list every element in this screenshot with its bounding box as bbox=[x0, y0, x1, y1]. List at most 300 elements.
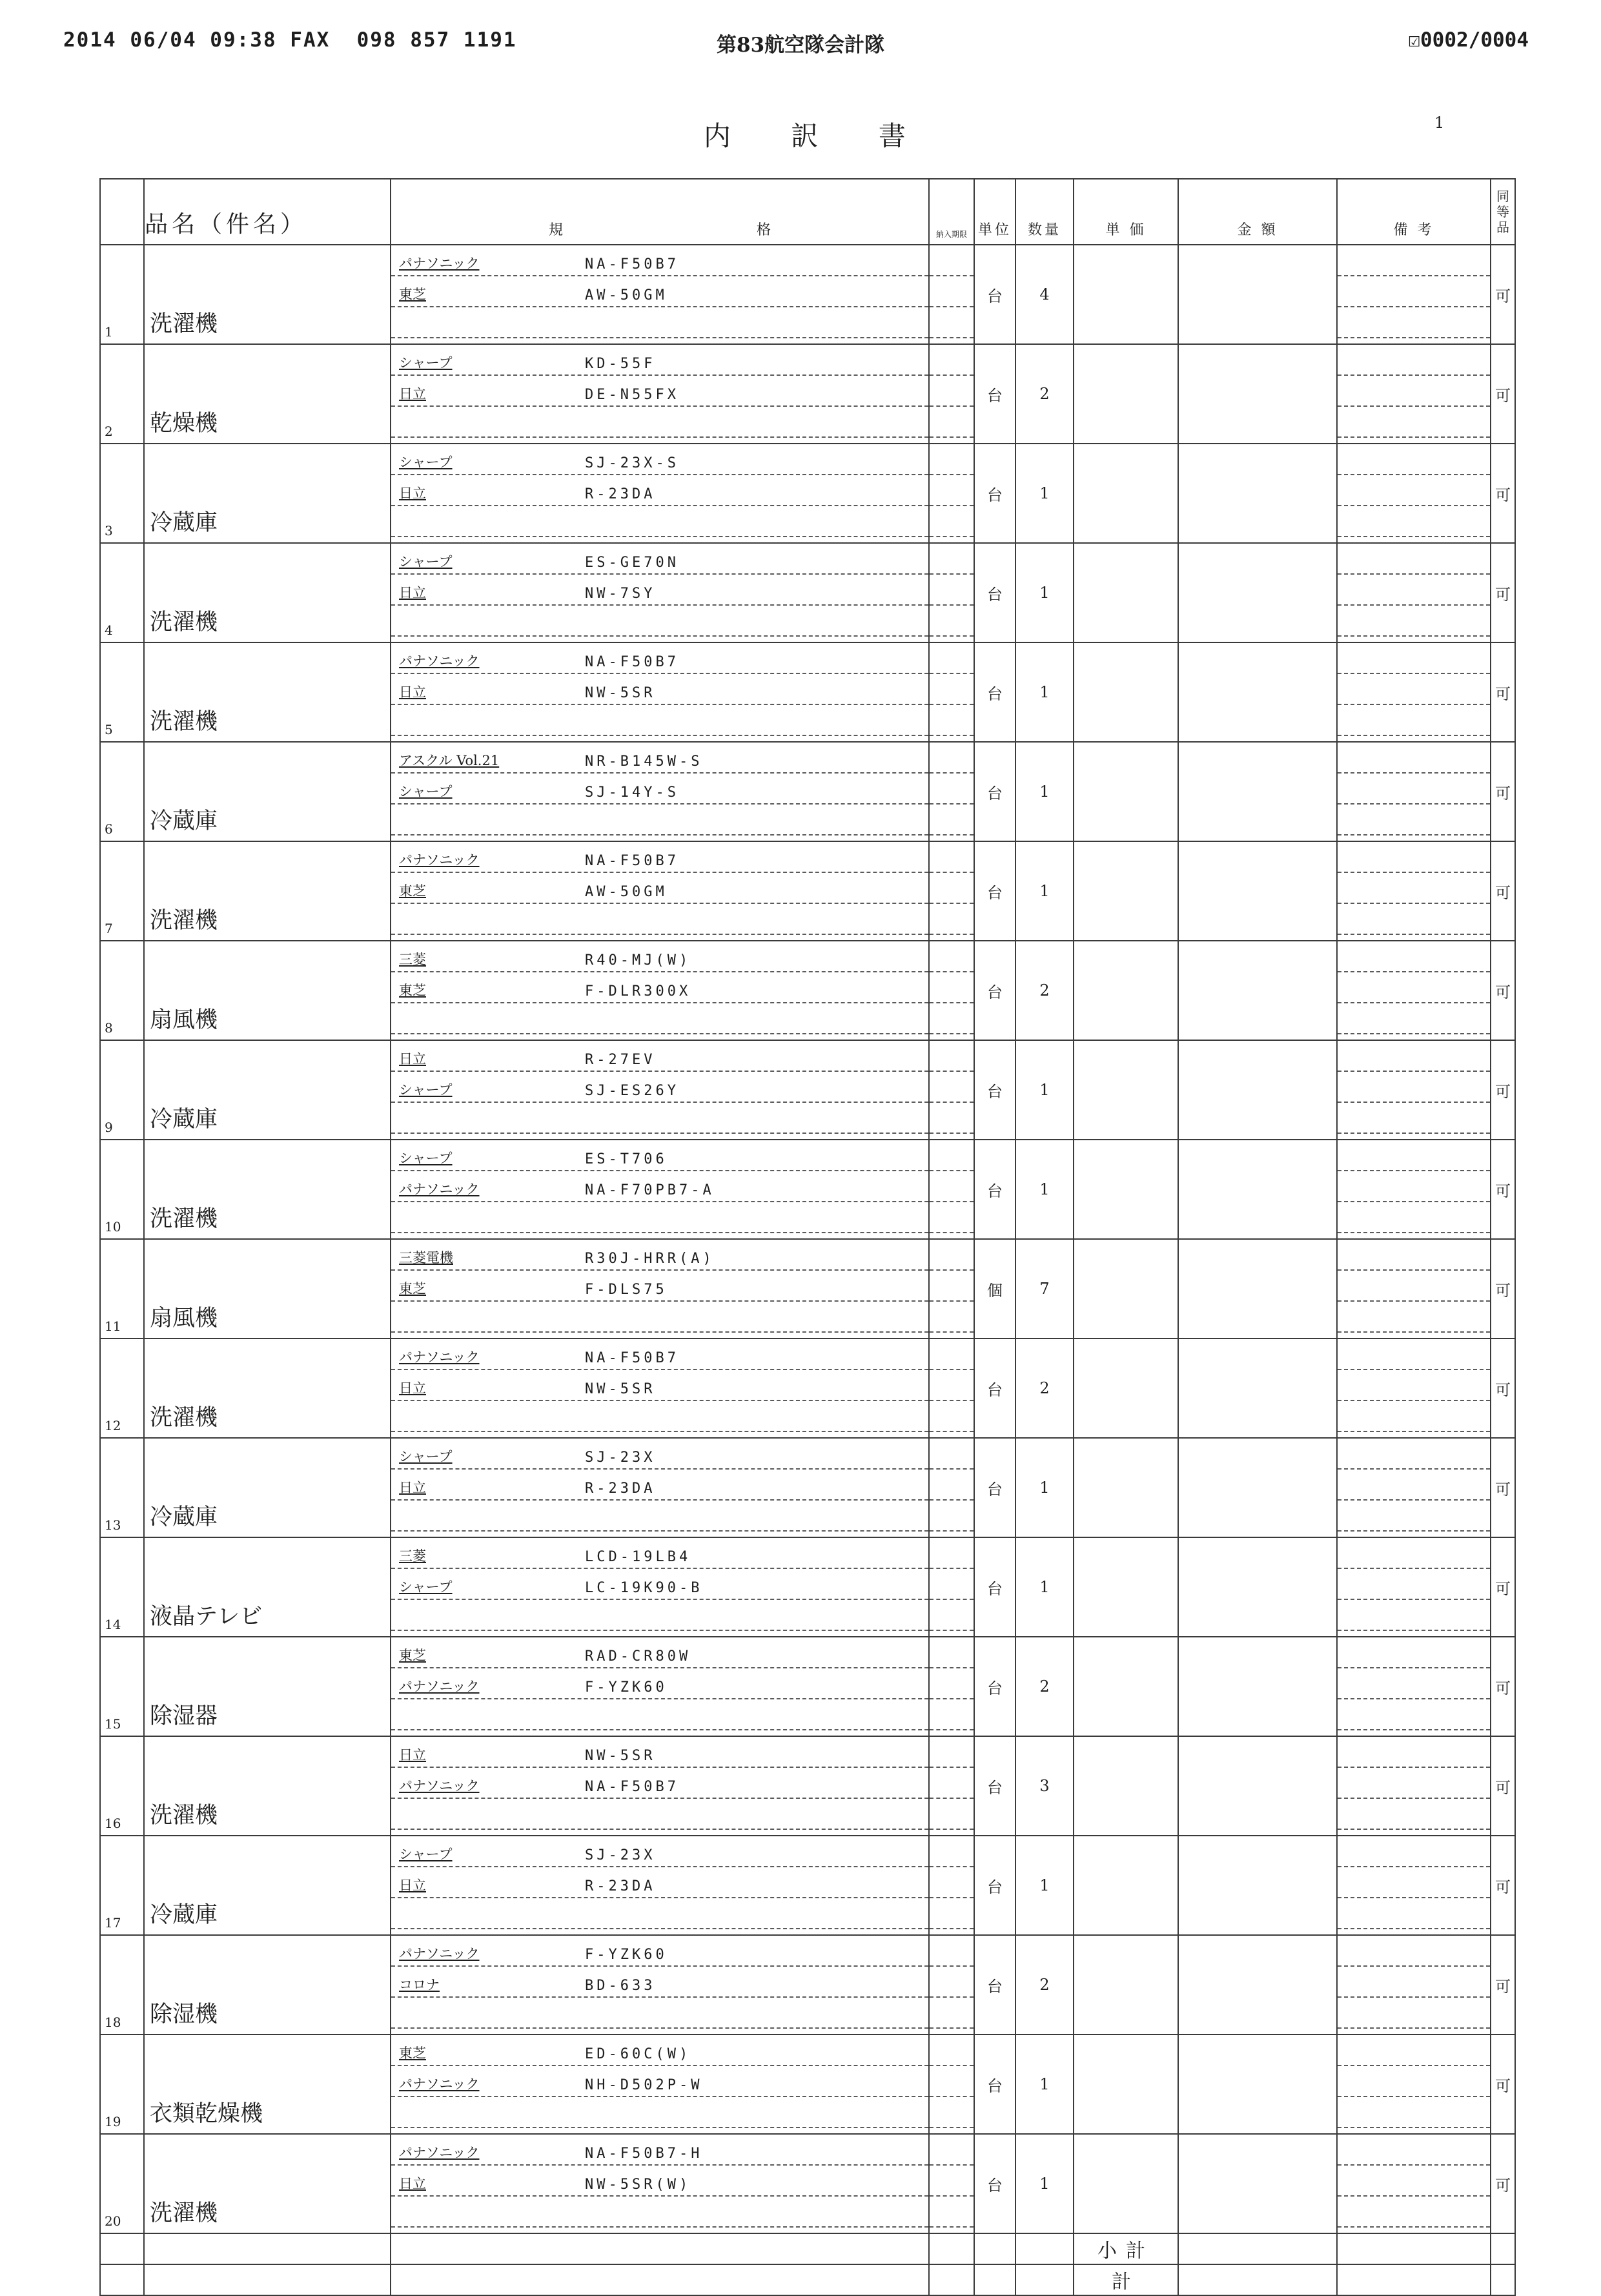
spec-model: LC-19K90-B bbox=[585, 1580, 703, 1596]
item-quantity: 3 bbox=[1015, 1736, 1074, 1836]
spec-model: NA-F50B7-H bbox=[585, 2146, 703, 2162]
table-row bbox=[100, 1537, 1515, 1637]
remarks-cell bbox=[1337, 642, 1491, 742]
item-unit: 台 bbox=[974, 1836, 1015, 1935]
unit-price-cell bbox=[1074, 1239, 1178, 1338]
item-spec bbox=[391, 1537, 929, 1637]
table-row bbox=[100, 543, 1515, 642]
spec-model: NA-F70PB7-A bbox=[585, 1182, 715, 1198]
item-spec bbox=[391, 941, 929, 1040]
spec-model: R30J-HRR(A) bbox=[585, 1251, 715, 1267]
item-quantity: 7 bbox=[1015, 1239, 1074, 1338]
item-name: 乾燥機 bbox=[144, 344, 391, 444]
remarks-cell bbox=[1337, 1935, 1491, 2035]
spec-line bbox=[391, 1240, 928, 1271]
item-unit: 台 bbox=[974, 245, 1015, 344]
remarks-cell bbox=[1337, 1140, 1491, 1239]
item-equivalent: 可 bbox=[1491, 1836, 1515, 1935]
spec-maker: シャープ bbox=[399, 1847, 453, 1862]
spec-model: NA-F50B7 bbox=[585, 256, 679, 272]
item-unit: 台 bbox=[974, 2035, 1015, 2134]
spec-line-blank bbox=[391, 1103, 928, 1134]
header-delivery-period: 納入期限 bbox=[929, 179, 974, 245]
spec-model: F-DLS75 bbox=[585, 1282, 668, 1298]
amount-cell bbox=[1178, 1637, 1337, 1736]
row-number: 19 bbox=[100, 2035, 144, 2134]
remarks-cell bbox=[1337, 841, 1491, 941]
spec-line bbox=[391, 444, 928, 475]
table-row bbox=[100, 344, 1515, 444]
spec-line bbox=[391, 1768, 928, 1799]
spec-model: AW-50GM bbox=[585, 287, 668, 303]
spec-line bbox=[391, 1637, 928, 1668]
item-name: 洗濯機 bbox=[144, 1736, 391, 1836]
remarks-cell bbox=[1337, 1040, 1491, 1140]
item-name: 洗濯機 bbox=[144, 841, 391, 941]
remarks-cell bbox=[1337, 2134, 1491, 2233]
item-spec bbox=[391, 543, 929, 642]
table-row bbox=[100, 1836, 1515, 1935]
item-equivalent: 可 bbox=[1491, 444, 1515, 543]
item-name: 洗濯機 bbox=[144, 642, 391, 742]
spec-model: R-23DA bbox=[585, 1481, 656, 1497]
spec-model: NW-5SR bbox=[585, 1748, 656, 1764]
row-number: 6 bbox=[100, 742, 144, 841]
item-unit: 台 bbox=[974, 1040, 1015, 1140]
row-number: 12 bbox=[100, 1338, 144, 1438]
spec-line bbox=[391, 276, 928, 307]
unit-price-cell bbox=[1074, 543, 1178, 642]
item-equivalent: 可 bbox=[1491, 1537, 1515, 1637]
delivery-cell bbox=[929, 2035, 974, 2134]
item-unit: 台 bbox=[974, 1438, 1015, 1537]
remarks-cell bbox=[1337, 941, 1491, 1040]
delivery-cell bbox=[929, 1836, 974, 1935]
spec-maker: パナソニック bbox=[399, 852, 480, 868]
item-quantity: 1 bbox=[1015, 1537, 1074, 1637]
item-name: 除湿器 bbox=[144, 1637, 391, 1736]
header-spec-right: 格 bbox=[757, 222, 771, 238]
spec-line bbox=[391, 1171, 928, 1202]
spec-model: SJ-14Y-S bbox=[585, 784, 679, 801]
item-spec bbox=[391, 1637, 929, 1736]
spec-line-blank bbox=[391, 307, 928, 338]
spec-maker: 三菱 bbox=[399, 952, 426, 967]
row-number: 17 bbox=[100, 1836, 144, 1935]
remarks-cell bbox=[1337, 245, 1491, 344]
table-row bbox=[100, 444, 1515, 543]
amount-cell bbox=[1178, 1438, 1337, 1537]
spec-model: KD-55F bbox=[585, 356, 656, 372]
fax-header-page-count: ☑0002/0004 bbox=[1408, 28, 1529, 52]
delivery-cell bbox=[929, 841, 974, 941]
spec-line bbox=[391, 345, 928, 376]
item-name: 洗濯機 bbox=[144, 1338, 391, 1438]
row-number: 10 bbox=[100, 1140, 144, 1239]
remarks-cell bbox=[1337, 344, 1491, 444]
table-header bbox=[100, 179, 1515, 245]
header-equivalent: 同等品 bbox=[1491, 179, 1515, 245]
unit-price-cell bbox=[1074, 742, 1178, 841]
item-spec bbox=[391, 1836, 929, 1935]
item-equivalent: 可 bbox=[1491, 344, 1515, 444]
spec-maker: 東芝 bbox=[399, 2045, 426, 2061]
page-number: 1 bbox=[1434, 114, 1445, 132]
row-number: 14 bbox=[100, 1537, 144, 1637]
spec-maker: パナソニック bbox=[399, 256, 480, 271]
spec-line-blank bbox=[391, 506, 928, 537]
spec-line-blank bbox=[391, 1998, 928, 2029]
amount-cell bbox=[1178, 2035, 1337, 2134]
spec-model: AW-50GM bbox=[585, 884, 668, 900]
spec-line bbox=[391, 575, 928, 606]
spec-line bbox=[391, 544, 928, 575]
spec-line-blank bbox=[391, 2097, 928, 2128]
row-number: 8 bbox=[100, 941, 144, 1040]
spec-model: NH-D502P-W bbox=[585, 2077, 703, 2093]
unit-price-cell bbox=[1074, 1935, 1178, 2035]
spec-line bbox=[391, 1339, 928, 1370]
delivery-cell bbox=[929, 742, 974, 841]
spec-model: R-23DA bbox=[585, 486, 656, 502]
item-quantity: 1 bbox=[1015, 642, 1074, 742]
spec-line-blank bbox=[391, 904, 928, 935]
item-equivalent: 可 bbox=[1491, 841, 1515, 941]
item-spec bbox=[391, 1935, 929, 2035]
delivery-cell bbox=[929, 1537, 974, 1637]
remarks-cell bbox=[1337, 2035, 1491, 2134]
delivery-cell bbox=[929, 1040, 974, 1140]
table-row bbox=[100, 742, 1515, 841]
spec-line bbox=[391, 774, 928, 805]
item-spec bbox=[391, 344, 929, 444]
item-quantity: 1 bbox=[1015, 1438, 1074, 1537]
unit-price-cell bbox=[1074, 2035, 1178, 2134]
spec-maker: 東芝 bbox=[399, 287, 426, 302]
item-name: 洗濯機 bbox=[144, 1140, 391, 1239]
spec-maker: 日立 bbox=[399, 386, 426, 402]
spec-line bbox=[391, 674, 928, 705]
header-unit: 単位 bbox=[974, 179, 1015, 245]
spec-maker: 三菱電機 bbox=[399, 1250, 453, 1266]
spec-line bbox=[391, 1470, 928, 1501]
remarks-cell bbox=[1337, 1239, 1491, 1338]
spec-line bbox=[391, 643, 928, 674]
row-number: 13 bbox=[100, 1438, 144, 1537]
row-number: 7 bbox=[100, 841, 144, 941]
spec-model: NW-5SR(W) bbox=[585, 2177, 691, 2193]
spec-model: NW-7SY bbox=[585, 586, 656, 602]
spec-model: R-27EV bbox=[585, 1052, 656, 1068]
spec-model: R-23DA bbox=[585, 1878, 656, 1894]
item-equivalent: 可 bbox=[1491, 1338, 1515, 1438]
spec-line bbox=[391, 1439, 928, 1470]
table-row bbox=[100, 1438, 1515, 1537]
spec-maker: シャープ bbox=[399, 554, 453, 569]
item-name: 液晶テレビ bbox=[144, 1537, 391, 1637]
item-equivalent: 可 bbox=[1491, 1140, 1515, 1239]
table-row bbox=[100, 2035, 1515, 2134]
remarks-cell bbox=[1337, 1836, 1491, 1935]
delivery-cell bbox=[929, 344, 974, 444]
item-unit: 台 bbox=[974, 543, 1015, 642]
table-row bbox=[100, 245, 1515, 344]
item-spec bbox=[391, 2134, 929, 2233]
item-quantity: 1 bbox=[1015, 1140, 1074, 1239]
item-unit: 台 bbox=[974, 1537, 1015, 1637]
spec-maker: 日立 bbox=[399, 1747, 426, 1763]
spec-line bbox=[391, 1967, 928, 1998]
row-number: 5 bbox=[100, 642, 144, 742]
row-number: 16 bbox=[100, 1736, 144, 1836]
spec-line bbox=[391, 1072, 928, 1103]
delivery-cell bbox=[929, 2134, 974, 2233]
remarks-cell bbox=[1337, 1736, 1491, 1836]
unit-price-cell bbox=[1074, 245, 1178, 344]
subtotal-row bbox=[100, 2233, 1515, 2264]
item-unit: 台 bbox=[974, 1338, 1015, 1438]
amount-cell bbox=[1178, 941, 1337, 1040]
spec-line bbox=[391, 842, 928, 873]
spec-maker: 日立 bbox=[399, 1051, 426, 1067]
spec-line bbox=[391, 2035, 928, 2066]
remarks-cell bbox=[1337, 444, 1491, 543]
item-spec bbox=[391, 1239, 929, 1338]
item-name: 除湿機 bbox=[144, 1935, 391, 2035]
spec-line bbox=[391, 2166, 928, 2197]
total-amount bbox=[1178, 2264, 1337, 2295]
spec-maker: 日立 bbox=[399, 684, 426, 700]
spec-maker: シャープ bbox=[399, 1579, 453, 1595]
item-name: 扇風機 bbox=[144, 1239, 391, 1338]
amount-cell bbox=[1178, 1836, 1337, 1935]
amount-cell bbox=[1178, 642, 1337, 742]
amount-cell bbox=[1178, 1338, 1337, 1438]
spec-maker: パナソニック bbox=[399, 653, 480, 669]
item-spec bbox=[391, 2035, 929, 2134]
item-unit: 台 bbox=[974, 841, 1015, 941]
unit-price-cell bbox=[1074, 1040, 1178, 1140]
spec-maker: 東芝 bbox=[399, 1281, 426, 1297]
item-name: 冷蔵庫 bbox=[144, 1836, 391, 1935]
item-quantity: 1 bbox=[1015, 2134, 1074, 2233]
table-row bbox=[100, 1736, 1515, 1836]
spec-maker: 日立 bbox=[399, 486, 426, 501]
spec-maker: パナソニック bbox=[399, 2076, 480, 2092]
spec-line-blank bbox=[391, 1202, 928, 1233]
remarks-cell bbox=[1337, 742, 1491, 841]
remarks-cell bbox=[1337, 543, 1491, 642]
row-number: 20 bbox=[100, 2134, 144, 2233]
remarks-cell bbox=[1337, 1438, 1491, 1537]
spec-line bbox=[391, 2066, 928, 2097]
spec-model: NA-F50B7 bbox=[585, 654, 679, 670]
unit-price-cell bbox=[1074, 444, 1178, 543]
spec-line bbox=[391, 743, 928, 774]
item-equivalent: 可 bbox=[1491, 1736, 1515, 1836]
delivery-cell bbox=[929, 1736, 974, 1836]
item-equivalent: 可 bbox=[1491, 1935, 1515, 2035]
delivery-cell bbox=[929, 642, 974, 742]
item-quantity: 1 bbox=[1015, 444, 1074, 543]
amount-cell bbox=[1178, 1140, 1337, 1239]
amount-cell bbox=[1178, 2134, 1337, 2233]
item-name: 衣類乾燥機 bbox=[144, 2035, 391, 2134]
header-quantity: 数量 bbox=[1015, 179, 1074, 245]
spec-maker: パナソニック bbox=[399, 1349, 480, 1365]
row-number: 3 bbox=[100, 444, 144, 543]
spec-maker: 日立 bbox=[399, 1878, 426, 1893]
breakdown-table bbox=[99, 178, 1516, 2296]
item-unit: 台 bbox=[974, 1637, 1015, 1736]
delivery-cell bbox=[929, 245, 974, 344]
remarks-cell bbox=[1337, 1338, 1491, 1438]
unit-price-cell bbox=[1074, 344, 1178, 444]
item-rows bbox=[100, 245, 1515, 2233]
delivery-cell bbox=[929, 444, 974, 543]
spec-model: NR-B145W-S bbox=[585, 753, 703, 770]
spec-maker: パナソニック bbox=[399, 2145, 480, 2160]
unit-price-cell bbox=[1074, 1338, 1178, 1438]
table-row bbox=[100, 642, 1515, 742]
item-equivalent: 可 bbox=[1491, 1040, 1515, 1140]
item-name: 冷蔵庫 bbox=[144, 1438, 391, 1537]
item-equivalent: 可 bbox=[1491, 1637, 1515, 1736]
item-name: 冷蔵庫 bbox=[144, 1040, 391, 1140]
spec-maker: 東芝 bbox=[399, 1648, 426, 1663]
item-unit: 台 bbox=[974, 941, 1015, 1040]
amount-cell bbox=[1178, 1239, 1337, 1338]
amount-cell bbox=[1178, 1736, 1337, 1836]
spec-maker: パナソニック bbox=[399, 1182, 480, 1197]
item-quantity: 1 bbox=[1015, 841, 1074, 941]
spec-line bbox=[391, 2135, 928, 2166]
spec-line bbox=[391, 1140, 928, 1171]
row-number: 11 bbox=[100, 1239, 144, 1338]
item-quantity: 2 bbox=[1015, 941, 1074, 1040]
unit-price-cell bbox=[1074, 841, 1178, 941]
table-row bbox=[100, 1338, 1515, 1438]
item-quantity: 1 bbox=[1015, 2035, 1074, 2134]
table-row bbox=[100, 1140, 1515, 1239]
spec-line-blank bbox=[391, 407, 928, 438]
header-item-name: 品名（件名） bbox=[144, 179, 391, 245]
spec-line-blank bbox=[391, 1600, 928, 1631]
item-unit: 個 bbox=[974, 1239, 1015, 1338]
item-unit: 台 bbox=[974, 344, 1015, 444]
spec-model: NW-5SR bbox=[585, 1381, 656, 1397]
item-equivalent: 可 bbox=[1491, 742, 1515, 841]
spec-maker: パナソニック bbox=[399, 1679, 480, 1694]
item-quantity: 1 bbox=[1015, 742, 1074, 841]
item-name: 洗濯機 bbox=[144, 543, 391, 642]
row-number: 4 bbox=[100, 543, 144, 642]
table-footer bbox=[100, 2233, 1515, 2295]
item-name: 扇風機 bbox=[144, 941, 391, 1040]
delivery-cell bbox=[929, 1935, 974, 2035]
spec-line bbox=[391, 1737, 928, 1768]
spec-line-blank bbox=[391, 606, 928, 637]
spec-maker: シャープ bbox=[399, 1082, 453, 1098]
fax-header bbox=[0, 28, 1601, 57]
header-amount: 金 額 bbox=[1178, 179, 1337, 245]
spec-line bbox=[391, 1867, 928, 1898]
spec-maker: シャープ bbox=[399, 455, 453, 470]
unit-price-cell bbox=[1074, 2134, 1178, 2233]
spec-line bbox=[391, 1569, 928, 1600]
spec-line bbox=[391, 941, 928, 972]
spec-line bbox=[391, 1936, 928, 1967]
table-row bbox=[100, 1637, 1515, 1736]
item-spec bbox=[391, 1040, 929, 1140]
spec-line bbox=[391, 873, 928, 904]
item-spec bbox=[391, 742, 929, 841]
header-spec-left: 規 bbox=[548, 222, 563, 238]
item-spec bbox=[391, 1736, 929, 1836]
item-unit: 台 bbox=[974, 2134, 1015, 2233]
spec-maker: 日立 bbox=[399, 2176, 426, 2191]
spec-line bbox=[391, 1271, 928, 1302]
amount-cell bbox=[1178, 1935, 1337, 2035]
table-row bbox=[100, 1935, 1515, 2035]
table-row bbox=[100, 2134, 1515, 2233]
item-unit: 台 bbox=[974, 642, 1015, 742]
spec-model: ES-T706 bbox=[585, 1151, 668, 1167]
item-spec bbox=[391, 1338, 929, 1438]
spec-model: F-YZK60 bbox=[585, 1947, 668, 1963]
spec-maker: 日立 bbox=[399, 1380, 426, 1396]
spec-line-blank bbox=[391, 1401, 928, 1432]
spec-maker: 日立 bbox=[399, 1480, 426, 1495]
unit-price-cell bbox=[1074, 1140, 1178, 1239]
spec-model: LCD-19LB4 bbox=[585, 1549, 691, 1565]
spec-model: NA-F50B7 bbox=[585, 1779, 679, 1795]
unit-price-cell bbox=[1074, 1836, 1178, 1935]
spec-model: SJ-ES26Y bbox=[585, 1083, 679, 1099]
item-quantity: 4 bbox=[1015, 245, 1074, 344]
spec-model: BD-633 bbox=[585, 1978, 656, 1994]
spec-line-blank bbox=[391, 1003, 928, 1034]
spec-model: NA-F50B7 bbox=[585, 853, 679, 869]
item-quantity: 1 bbox=[1015, 1836, 1074, 1935]
amount-cell bbox=[1178, 1537, 1337, 1637]
item-spec bbox=[391, 245, 929, 344]
item-quantity: 2 bbox=[1015, 344, 1074, 444]
item-equivalent: 可 bbox=[1491, 2035, 1515, 2134]
spec-line bbox=[391, 1370, 928, 1401]
delivery-cell bbox=[929, 543, 974, 642]
item-unit: 台 bbox=[974, 1140, 1015, 1239]
spec-line-blank bbox=[391, 1699, 928, 1730]
item-quantity: 1 bbox=[1015, 1040, 1074, 1140]
spec-model: ED-60C(W) bbox=[585, 2046, 691, 2062]
item-name: 洗濯機 bbox=[144, 2134, 391, 2233]
spec-line-blank bbox=[391, 1898, 928, 1929]
spec-line-blank bbox=[391, 1501, 928, 1532]
header-remarks: 備 考 bbox=[1337, 179, 1491, 245]
spec-maker: シャープ bbox=[399, 355, 453, 371]
spec-line-blank bbox=[391, 1799, 928, 1830]
item-quantity: 2 bbox=[1015, 1338, 1074, 1438]
spec-maker: シャープ bbox=[399, 1449, 453, 1464]
item-spec bbox=[391, 1140, 929, 1239]
amount-cell bbox=[1178, 245, 1337, 344]
header-unit-price: 単 価 bbox=[1074, 179, 1178, 245]
row-number: 18 bbox=[100, 1935, 144, 2035]
spec-line bbox=[391, 1041, 928, 1072]
table-row bbox=[100, 841, 1515, 941]
item-quantity: 1 bbox=[1015, 543, 1074, 642]
